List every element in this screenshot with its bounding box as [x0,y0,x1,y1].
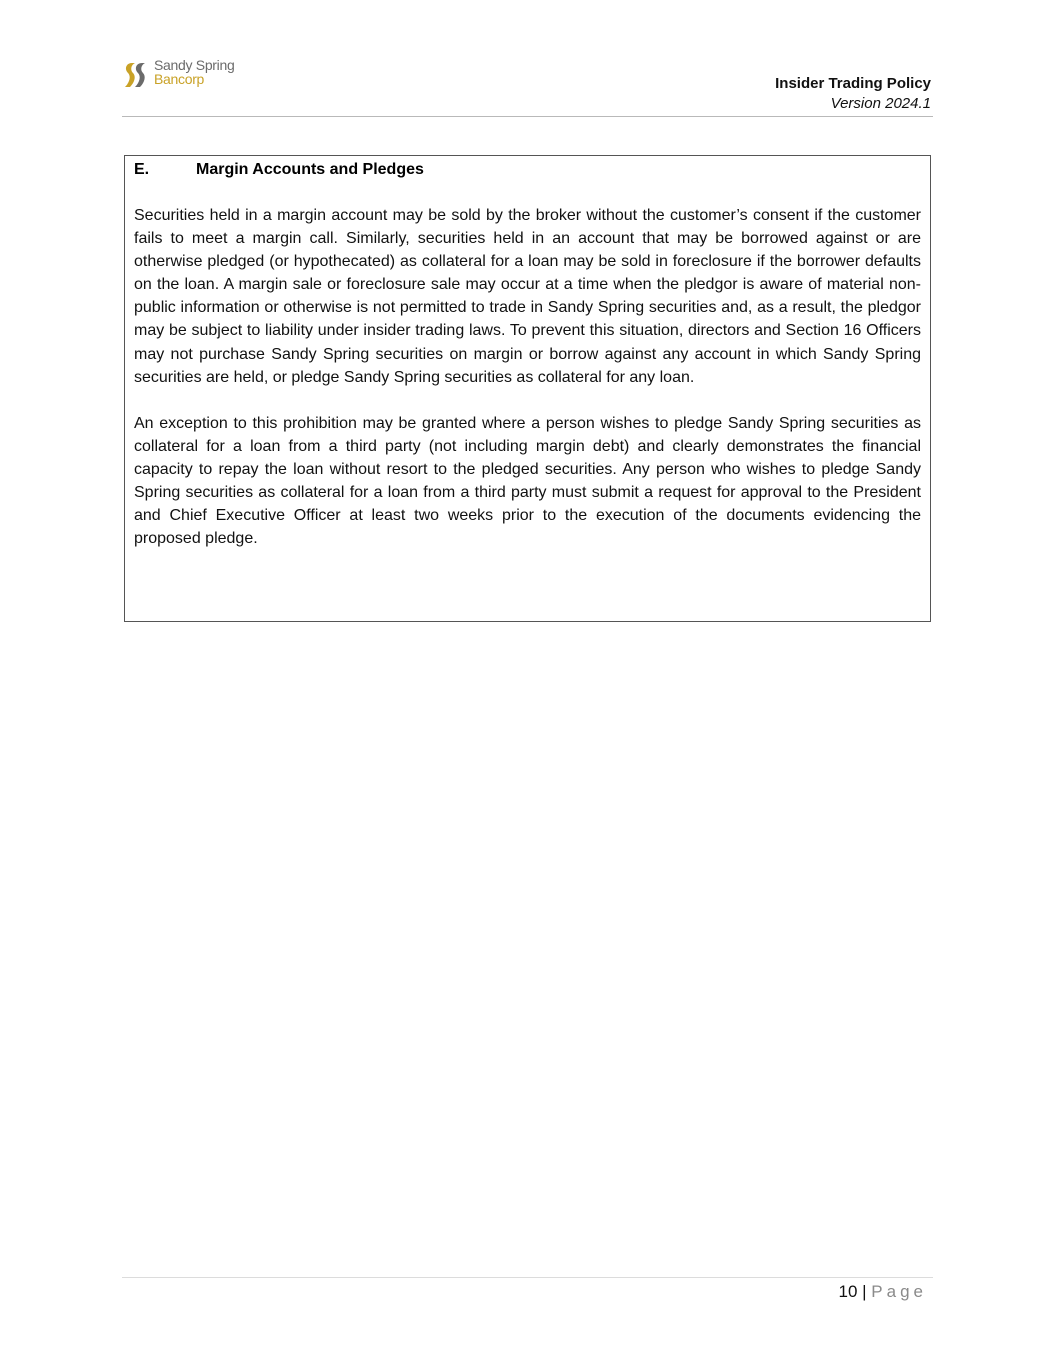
logo-line-1: Sandy Spring [154,57,235,73]
page-separator: | [862,1282,867,1301]
section-paragraph-2: An exception to this prohibition may be granted where a person wishes to pledge Sandy Spring securities as collateral for a loan from a third party (not including margin debt) and clearly demonstrates the financial capacity to repay the loan without resort to the pledged securities. Any person who wishes to pledge Sandy Spring securities as collateral for a loan from a third party must submit a request for approval to the President and Chief Executive Officer at least two weeks prior to the execution of the documents evidencing the proposed pledge. [134,414,921,548]
footer-divider [122,1277,933,1278]
page-number [838,1281,927,1303]
logo-wordmark [154,58,234,86]
section-title: Margin Accounts and Pledges [196,161,424,178]
page-number-value: 10 [838,1282,858,1301]
header-divider [122,116,933,117]
section-paragraph-1: Securities held in a margin account may be sold by the broker without the customer’s consent if the customer fails to meet a margin call. Similarly, securities held in an account that may be borrowed against or are otherwise pledged (or hypothecated) as collateral for a loan may be sold in foreclosure if the borrower defaults on the loan. A margin sale or foreclosure sale may occur at a time when the pledgor is aware of material non-public information or otherwise is not permitted to trade in Sandy Spring securities and, as a result, the pledgor may be subject to liability under insider trading laws. To prevent this situation, directors and Section 16 Officers may not purchase Sandy Spring securities on margin or borrow against any account in which Sandy Spring securities are held, or pledge Sandy Spring securities as collateral for any loan. [134,207,921,386]
page-word: Page [871,1282,927,1301]
section-e-box [124,155,931,622]
logo-mark-icon [122,61,150,89]
logo-line-2: Bancorp [154,71,205,87]
document-version: Version 2024.1 [830,95,931,112]
section-letter: E. [134,161,150,178]
section-heading [134,158,921,181]
document-title: Insider Trading Policy [775,75,931,92]
document-header [775,74,931,114]
company-logo [122,58,262,92]
